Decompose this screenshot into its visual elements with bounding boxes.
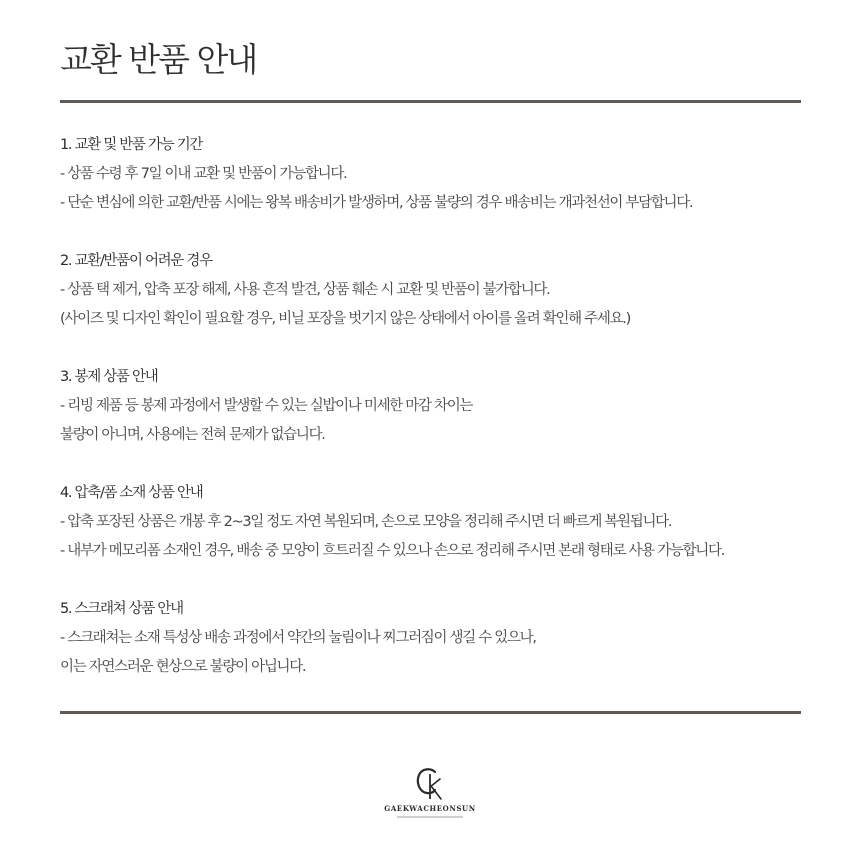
section-title: 2. 교환/반품이 어려운 경우 xyxy=(60,253,212,269)
brand-wordmark: GAEKWACHEONSUN xyxy=(384,804,476,813)
section-line: - 압축 포장된 상품은 개봉 후 2~3일 정도 자연 복원되며, 손으로 모양을 정리해 주시면 더 빠르게 복원됩니다. xyxy=(60,514,672,530)
section-title: 1. 교환 및 반품 가능 기간 xyxy=(60,137,203,153)
section-line: - 내부가 메모리폼 소재인 경우, 배송 중 모양이 흐트러질 수 있으나 손으로 정리해 주시면 본래 형태로 사용 가능합니다. xyxy=(60,543,725,559)
top-divider xyxy=(60,100,801,103)
policy-section xyxy=(60,363,820,450)
policy-section xyxy=(60,131,820,218)
page-title: 교환 반품 안내 xyxy=(60,40,257,79)
section-title: 4. 압축/폼 소재 상품 안내 xyxy=(60,485,203,501)
policy-sections xyxy=(60,131,820,711)
section-title: 5. 스크래쳐 상품 안내 xyxy=(60,601,183,617)
policy-section xyxy=(60,595,820,682)
bottom-divider xyxy=(60,711,801,714)
brand-tagline-line xyxy=(397,816,463,818)
section-line: (사이즈 및 디자인 확인이 필요할 경우, 비닐 포장을 벗기지 않은 상태에서 아이를 올려 확인해 주세요.) xyxy=(60,311,630,327)
brand-logo xyxy=(380,766,480,826)
section-line: - 리빙 제품 등 봉제 과정에서 발생할 수 있는 실밥이나 미세한 마감 차이는 xyxy=(60,398,473,414)
section-line: 불량이 아니며, 사용에는 전혀 문제가 없습니다. xyxy=(60,427,325,443)
policy-section xyxy=(60,247,820,334)
section-line: - 상품 택 제거, 압축 포장 해제, 사용 흔적 발견, 상품 훼손 시 교환 및 반품이 불가합니다. xyxy=(60,282,550,298)
section-title: 3. 봉제 상품 안내 xyxy=(60,369,158,385)
section-line: - 상품 수령 후 7일 이내 교환 및 반품이 가능합니다. xyxy=(60,166,347,182)
gk-monogram-icon xyxy=(413,766,447,802)
policy-section xyxy=(60,479,820,566)
section-line: 이는 자연스러운 현상으로 불량이 아닙니다. xyxy=(60,659,306,675)
section-line: - 단순 변심에 의한 교환/반품 시에는 왕복 배송비가 발생하며, 상품 불량의 경우 배송비는 개과천선이 부담합니다. xyxy=(60,195,693,211)
section-line: - 스크래쳐는 소재 특성상 배송 과정에서 약간의 눌림이나 찌그러짐이 생길 수 있으나, xyxy=(60,630,536,646)
